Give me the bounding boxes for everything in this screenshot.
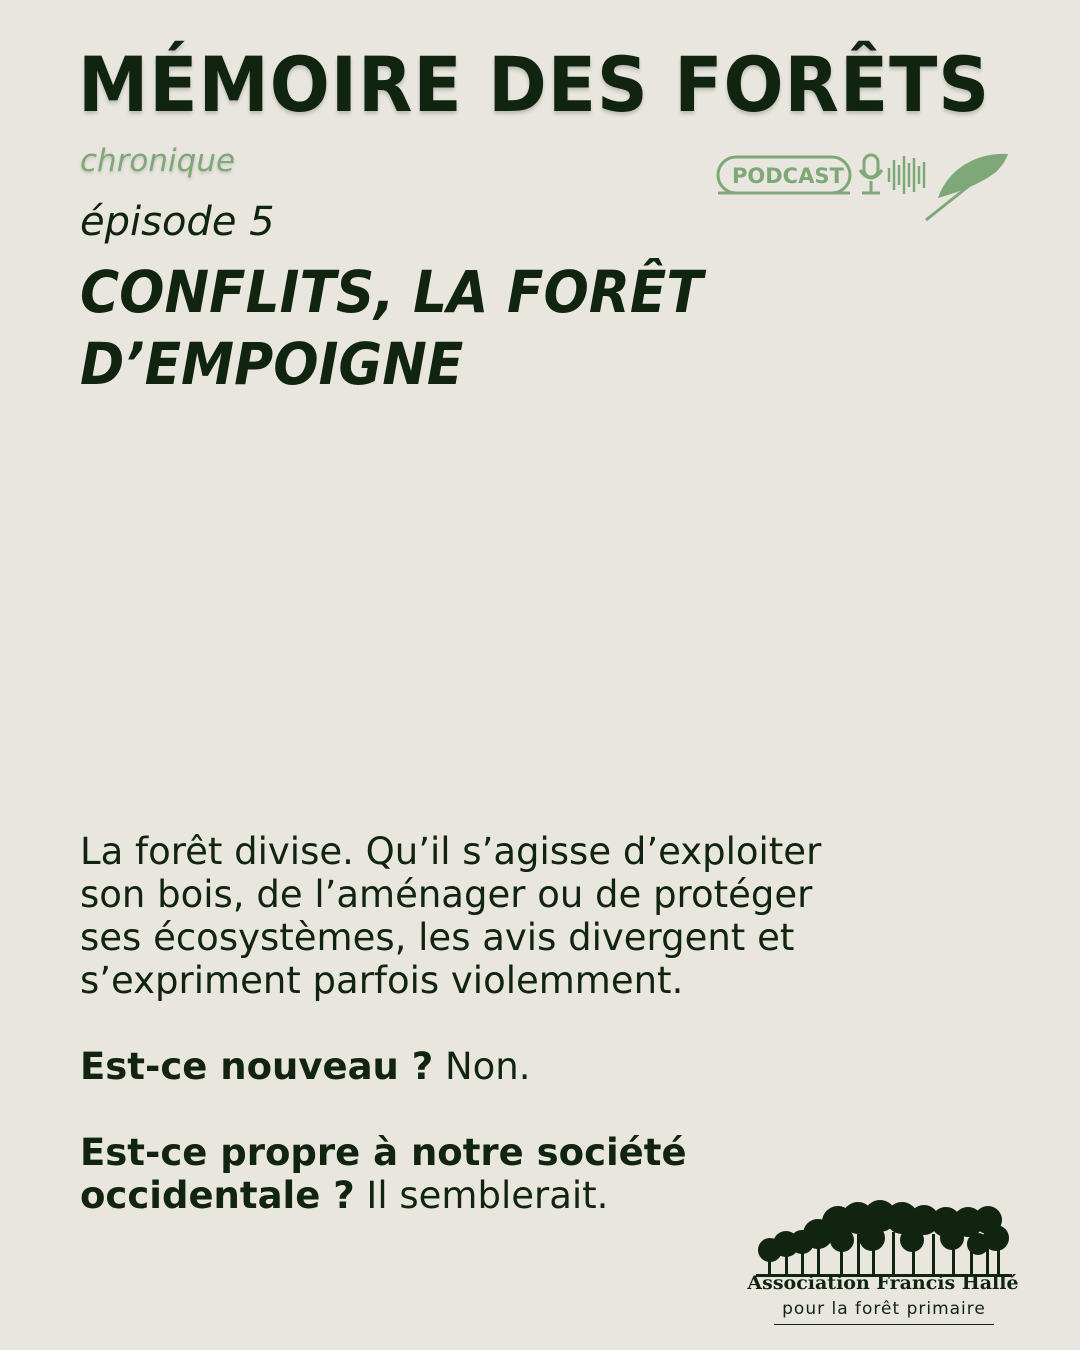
question-2: Est-ce propre à notre société occidentale ? — [80, 1131, 687, 1217]
episode-title — [80, 256, 742, 400]
feather-icon — [926, 154, 1008, 220]
association-tagline: pour la forêt primaire — [774, 1299, 994, 1325]
question-1: Est-ce nouveau ? — [80, 1045, 434, 1088]
series-kicker: chronique — [80, 143, 236, 179]
forest-trees-icon — [742, 1198, 1032, 1278]
microphone-icon — [860, 155, 882, 193]
association-name: Association Francis Hallé — [747, 1272, 1019, 1294]
podcast-label: PODCAST — [732, 164, 844, 188]
answer-1: Non. — [433, 1045, 531, 1088]
episode-title-line2: D’EMPOIGNE — [80, 330, 464, 398]
podcast-badge — [716, 150, 1016, 225]
answer-2: Il semblerait. — [354, 1174, 609, 1217]
episode-description — [80, 830, 860, 1217]
page-title: MÉMOIRE DES FORÊTS — [78, 40, 991, 129]
question-answer-1 — [80, 1045, 860, 1088]
soundwave-icon — [889, 156, 924, 194]
episode-title-line1: CONFLITS, LA FORÊT — [80, 258, 703, 326]
episode-number: épisode 5 — [80, 199, 275, 245]
intro-paragraph: La forêt divise. Qu’il s’agisse d’exploiter son bois, de l’aménager ou de protéger ses écosystèmes, les avis divergent et s’expriment parfois violemment. — [80, 830, 822, 1002]
